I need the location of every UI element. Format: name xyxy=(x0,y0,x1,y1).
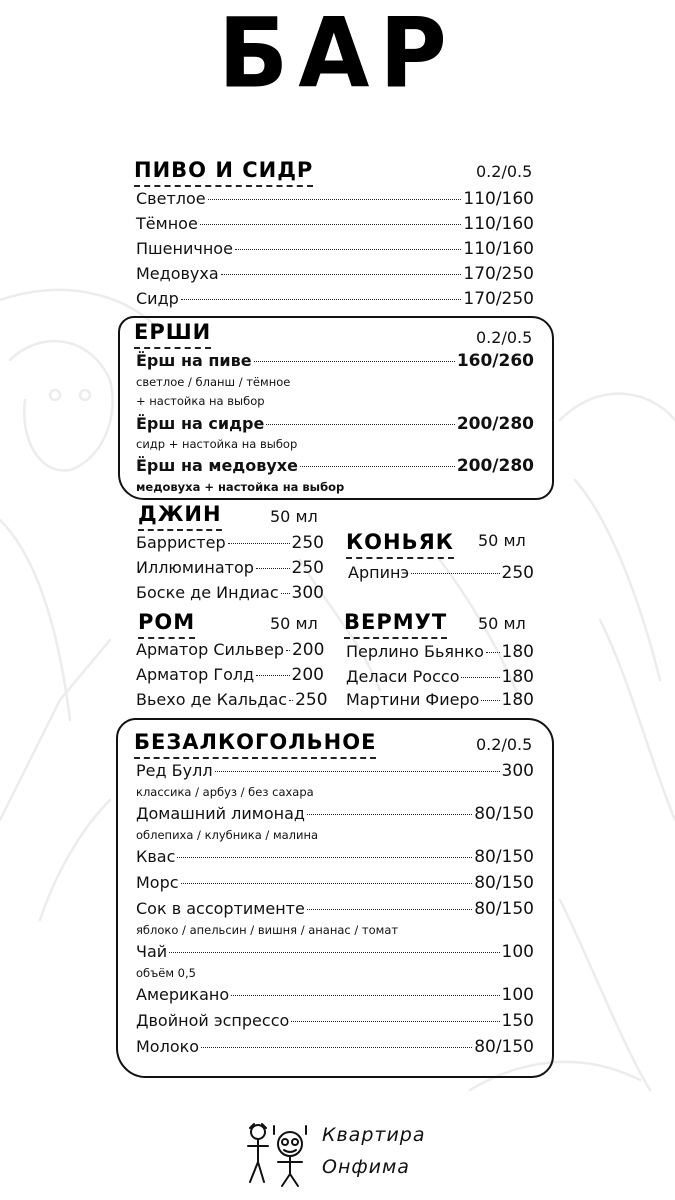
menu-item-vermouth-martini xyxy=(346,690,534,712)
stick-figures-icon xyxy=(240,1122,320,1188)
menu-item-kvass xyxy=(136,847,534,869)
menu-item-ersh-cider xyxy=(136,414,534,436)
menu-item-vermouth-delasi xyxy=(346,667,534,689)
brand-logo xyxy=(240,1122,440,1188)
item-note: яблоко / апельсин / вишня / ананас / томат xyxy=(136,923,399,937)
page-title: БАР xyxy=(218,0,457,110)
menu-item-double-espresso xyxy=(136,1011,534,1033)
item-price: 160/260 xyxy=(456,351,534,371)
item-name: Ёрш на медовухе xyxy=(136,456,298,475)
beer-section-title: ПИВО И СИДР xyxy=(134,158,313,187)
item-note: сидр + настойка на выбор xyxy=(136,437,298,451)
item-price: 250 xyxy=(501,563,534,583)
ershi-section-title: ЕРШИ xyxy=(134,320,211,349)
item-name: Ёрш на пиве xyxy=(136,351,252,370)
item-price: 180 xyxy=(501,667,534,687)
item-price: 300 xyxy=(291,583,324,603)
item-name: Боске де Индиас xyxy=(136,583,279,602)
leader-dots xyxy=(486,652,500,653)
item-name: Деласи Россо xyxy=(346,667,460,686)
leader-dots xyxy=(208,199,462,200)
item-name: Квас xyxy=(136,847,176,866)
soft-section-header xyxy=(134,730,376,759)
leader-dots xyxy=(254,361,455,362)
item-name: Домашний лимонад xyxy=(136,804,305,823)
item-name: Молоко xyxy=(136,1037,200,1056)
leader-dots xyxy=(307,909,472,910)
menu-item-mors xyxy=(136,873,534,895)
item-name: Двойной эспрессо xyxy=(136,1011,290,1030)
item-name: Пшеничное xyxy=(136,239,233,258)
item-name: Тёмное xyxy=(136,214,198,233)
item-name: Медовуха xyxy=(136,264,219,283)
menu-item-tea xyxy=(136,942,534,964)
item-name: Американо xyxy=(136,985,230,1004)
leader-dots xyxy=(411,573,499,574)
leader-dots xyxy=(281,593,290,594)
leader-dots xyxy=(181,299,462,300)
menu-item-beer-wheat xyxy=(136,239,534,261)
leader-dots xyxy=(286,650,290,651)
menu-item-rum-gold xyxy=(136,665,324,687)
leader-dots xyxy=(200,224,462,225)
item-price: 170/250 xyxy=(463,264,534,284)
leader-dots xyxy=(266,424,455,425)
ershi-unit: 0.2/0.5 xyxy=(476,328,533,347)
item-note: медовуха + настойка на выбор xyxy=(136,480,345,494)
menu-item-red-bull xyxy=(136,761,534,783)
menu-item-ersh-mead xyxy=(136,456,534,478)
item-price: 200 xyxy=(291,640,325,660)
item-price: 250 xyxy=(291,558,324,578)
item-price: 100 xyxy=(501,942,534,962)
item-name: Ред Булл xyxy=(136,761,213,780)
item-name: Арпинэ xyxy=(348,563,410,582)
leader-dots xyxy=(228,543,290,544)
menu-item-vermouth-perlino xyxy=(346,642,534,664)
leader-dots xyxy=(231,995,499,996)
leader-dots xyxy=(461,677,499,678)
menu-item-milk xyxy=(136,1037,534,1059)
menu-item-ersh-beer xyxy=(136,351,534,373)
item-note: облепиха / клубника / малина xyxy=(136,828,319,842)
leader-dots xyxy=(256,568,290,569)
item-name: Светлое xyxy=(136,189,206,208)
leader-dots xyxy=(201,1047,472,1048)
leader-dots xyxy=(307,814,472,815)
item-price: 250 xyxy=(291,533,324,553)
cognac-section-header xyxy=(346,530,454,559)
menu-item-americano xyxy=(136,985,534,1007)
menu-item-mead xyxy=(136,264,534,286)
item-price: 180 xyxy=(501,690,534,710)
item-price: 300 xyxy=(501,761,534,781)
item-name: Сок в ассортименте xyxy=(136,899,305,918)
item-price: 80/150 xyxy=(474,1037,534,1057)
item-name: Сидр xyxy=(136,289,179,308)
gin-section-title: ДЖИН xyxy=(138,502,222,531)
leader-dots xyxy=(181,883,473,884)
leader-dots xyxy=(215,771,500,772)
logo-line1: Квартира xyxy=(322,1124,426,1146)
menu-item-juice xyxy=(136,899,534,921)
leader-dots xyxy=(256,675,289,676)
item-name: Иллюминатор xyxy=(136,558,254,577)
item-note: светлое / бланш / тёмное xyxy=(136,375,291,389)
item-name: Вьехо де Кальдас xyxy=(136,690,288,709)
beer-unit: 0.2/0.5 xyxy=(476,162,533,181)
item-note: объём 0,5 xyxy=(136,966,196,980)
rum-unit: 50 мл xyxy=(270,614,318,633)
menu-item-gin-barrister xyxy=(136,533,324,555)
item-price: 100 xyxy=(501,985,534,1005)
vermouth-unit: 50 мл xyxy=(478,614,526,633)
logo-line2: Онфима xyxy=(322,1156,410,1178)
menu-item-beer-light xyxy=(136,189,534,211)
item-name: Перлино Бьянко xyxy=(346,642,484,661)
menu-item-lemonade xyxy=(136,804,534,826)
menu-item-beer-dark xyxy=(136,214,534,236)
item-price: 150 xyxy=(501,1011,534,1031)
leader-dots xyxy=(169,952,499,953)
vermouth-section-title: ВЕРМУТ xyxy=(344,610,447,639)
item-price: 80/150 xyxy=(474,899,534,919)
item-price: 200/280 xyxy=(456,414,534,434)
item-name: Барристер xyxy=(136,533,226,552)
soft-unit: 0.2/0.5 xyxy=(476,735,533,754)
vermouth-section-header xyxy=(344,610,447,639)
item-name: Ёрш на сидре xyxy=(136,414,265,433)
item-price: 110/160 xyxy=(463,239,534,259)
item-price: 80/150 xyxy=(474,873,534,893)
ershi-section-header xyxy=(134,320,211,349)
leader-dots xyxy=(221,274,462,275)
cognac-unit: 50 мл xyxy=(478,531,526,550)
leader-dots xyxy=(291,1021,499,1022)
item-name: Арматор Голд xyxy=(136,665,255,684)
gin-unit: 50 мл xyxy=(270,507,318,526)
menu-item-rum-caldas xyxy=(136,690,328,712)
item-price: 80/150 xyxy=(474,804,534,824)
leader-dots xyxy=(235,249,461,250)
gin-section-header xyxy=(138,502,222,531)
rum-section-title: РОМ xyxy=(138,610,195,639)
item-name: Мартини Фиеро xyxy=(346,690,480,709)
item-price: 200/280 xyxy=(456,456,534,476)
soft-section-title: БЕЗАЛКОГОЛЬНОЕ xyxy=(134,730,376,759)
item-price: 80/150 xyxy=(474,847,534,867)
menu-item-rum-silver xyxy=(136,640,324,662)
item-note: классика / арбуз / без сахара xyxy=(136,785,314,799)
cognac-section-title: КОНЬЯК xyxy=(346,530,454,559)
item-price: 200 xyxy=(291,665,324,685)
item-price: 180 xyxy=(501,642,534,662)
item-price: 170/250 xyxy=(463,289,534,309)
menu-item-cognac-arpine xyxy=(348,563,534,585)
rum-section-header xyxy=(138,610,195,639)
menu-item-gin-illuminator xyxy=(136,558,324,580)
item-price: 110/160 xyxy=(463,214,534,234)
menu-item-gin-bosque xyxy=(136,583,324,605)
leader-dots xyxy=(481,700,499,701)
beer-section-header xyxy=(134,158,313,187)
menu-item-cider xyxy=(136,289,534,311)
item-price: 110/160 xyxy=(463,189,534,209)
leader-dots xyxy=(177,857,472,858)
leader-dots xyxy=(300,466,455,467)
item-price: 250 xyxy=(295,690,328,710)
item-name: Арматор Сильвер xyxy=(136,640,284,659)
item-note: + настойка на выбор xyxy=(136,394,265,408)
item-name: Чай xyxy=(136,942,168,961)
leader-dots xyxy=(289,700,293,701)
item-name: Морс xyxy=(136,873,179,892)
